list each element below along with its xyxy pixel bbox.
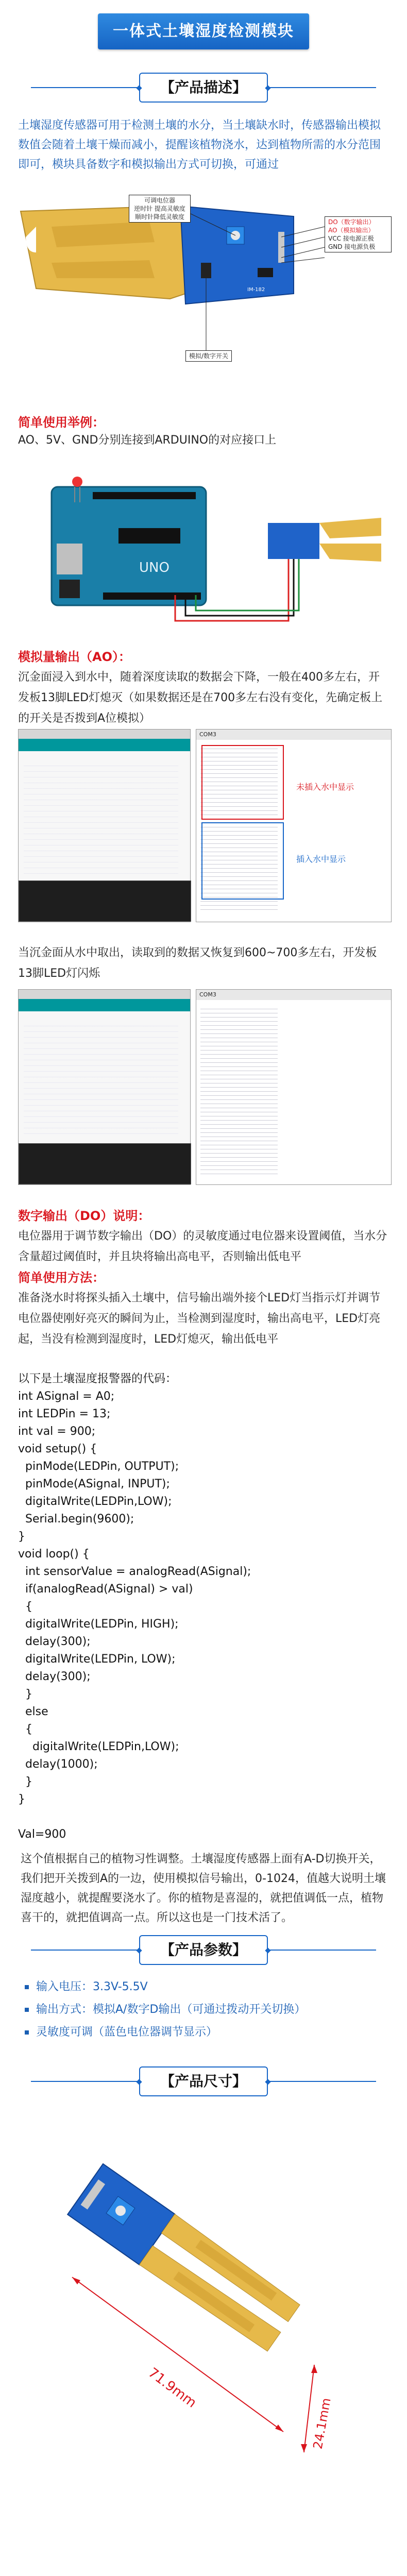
svg-text:UNO: UNO [139,560,169,575]
digital-text: 电位器用于调节数字输出（DO）的灵敏度通过电位器来设置阈值，当水分含量超过阈值时，并且块将输出高电平，否则输出低电平 [18,1230,387,1263]
arduino-ide-window [18,729,191,922]
code-line: pinMode(LEDPin, OUTPUT); [18,1460,179,1473]
code-line: else [18,1705,48,1718]
analog-text-2: 当沉金面从水中取出，读取到的数据又恢复到600~700多左右，开发板13脚LED灯闪烁 [18,946,377,980]
serial-window [196,729,392,922]
code-line: int val = 900; [18,1425,96,1438]
threshold-text: 这个值根据自己的植物习性调整。土壤湿度传感器上面有A-D切换开关，我们把开关拨到A的一边，使用模拟信号输出，0-1024，值越大说明土壤湿度越小，就提醒要浇水了。你的植物是喜湿的，就把值调低一点，植物喜干的，就把值调高一点。所以这也是一门技术活了。 [21,1853,386,1924]
simple-use-heading: 简单使用举例： [18,415,105,430]
code-line: int LEDPin = 13; [18,1408,111,1420]
code-line: digitalWrite(LEDPin,LOW); [18,1740,179,1753]
code-line: Val=900 [18,1828,66,1841]
dimension-drawing [62,2123,371,2483]
serial-window-title-2: COM3 [196,990,391,1000]
arduino-wiring-diagram [21,466,386,636]
code-line: if(analogRead(ASignal) > val) [18,1583,193,1596]
code-line: } [18,1530,25,1543]
length-dimension-label: 71.9mm [145,2365,199,2411]
pins-callout: DO（数字输出） AO（模拟输出） VCC 接电源正极 GND 接电源负极 [325,216,392,252]
digital-heading: 数字输出（DO）说明： [18,1209,150,1223]
code-line: void loop() { [18,1548,90,1561]
code-line: int sensorValue = analogRead(ASignal); [18,1565,251,1578]
code-line: digitalWrite(LEDPin,LOW); [18,1495,172,1508]
serial-monitor-screenshot-1 [18,729,392,922]
arduino-board-image [21,466,386,636]
param-output: 输出方式：模拟A/数字D输出（可通过拨动开关切换） [36,2002,306,2018]
param-sensitivity: 灵敏度可调（蓝色电位器调节显示） [36,2025,217,2040]
serial-monitor-screenshot-2 [18,989,392,1185]
svg-text:IM-182: IM-182 [247,287,265,293]
code-line: void setup() { [18,1443,97,1455]
code-line: { [18,1600,32,1613]
simple-use-text: 准备浇水时将探头插入土壤中，信号输出端外接个LED灯当指示灯并调节电位器使刚好亮灭的瞬间为止，当检测到湿度时，输出高电平，LED灯亮起，当没有检测到湿度时，LED灯熄灭，输出低电平 [18,1292,381,1346]
code-block [18,1370,307,1843]
simple-use-heading-2: 简单使用方法： [18,1270,105,1285]
code-line: pinMode(ASignal, INPUT); [18,1478,170,1490]
code-line: Serial.begin(9600); [18,1513,134,1526]
serial-window-title: COM3 [196,730,391,740]
code-line: 以下是土壤湿度报警器的代码： [18,1372,177,1385]
in-water-label: 插入水中显示 [296,854,346,864]
section-header-description: 【产品描述】 [0,72,407,103]
code-line: digitalWrite(LEDPin, HIGH); [18,1618,179,1631]
code-line: digitalWrite(LEDPin, LOW); [18,1653,176,1666]
serial-window-2 [196,989,392,1185]
code-line [18,1808,307,1826]
code-line: delay(300); [18,1670,91,1683]
not-in-water-label: 未插入水中显示 [296,782,354,792]
code-line: delay(300); [18,1635,91,1648]
code-line: } [18,1775,32,1788]
code-line: } [18,1688,32,1701]
analog-heading: 模拟量输出（AO）： [18,650,131,664]
switch-callout: 模拟/数字开关 [185,350,232,362]
analog-text: 沉金面浸入到水中，随着深度读取的数据会下降，一般在400多左右，开发板13脚LED灯熄灭（如果数据还是在700多左右没有变化，先确定板上的开关是否拨到A位模拟） [18,671,383,725]
potentiometer-callout: 可调电位器 逆时针 提高灵敏度 顺时针降低灵敏度 [129,195,191,223]
code-line: } [18,1793,25,1806]
width-dimension-label: 24.1mm [310,2397,334,2450]
wiring-text: AO、5V、GND分别连接到ARDUINO的对应接口上 [18,434,277,447]
description-text: 土壤湿度传感器可用于检测土壤的水分，当土壤缺水时，传感器输出模拟数值会随着土壤干燥而减小，提醒该植物浇水，达到植物所需的水分范围即可，模块具备数字和模拟输出方式可切换，可通过 [18,119,381,171]
param-voltage: 输入电压：3.3V-5.5V [36,1979,148,1995]
code-line: int ASignal = A0; [18,1390,115,1403]
code-line: delay(1000); [18,1758,98,1771]
page-title: 一体式土壤湿度检测模块 [98,13,309,49]
section-header-size: 【产品尺寸】 [0,2066,407,2097]
code-line: { [18,1723,32,1736]
module-diagram [15,196,392,392]
arduino-ide-window-2 [18,989,191,1185]
section-header-params: 【产品参数】 [0,1935,407,1965]
